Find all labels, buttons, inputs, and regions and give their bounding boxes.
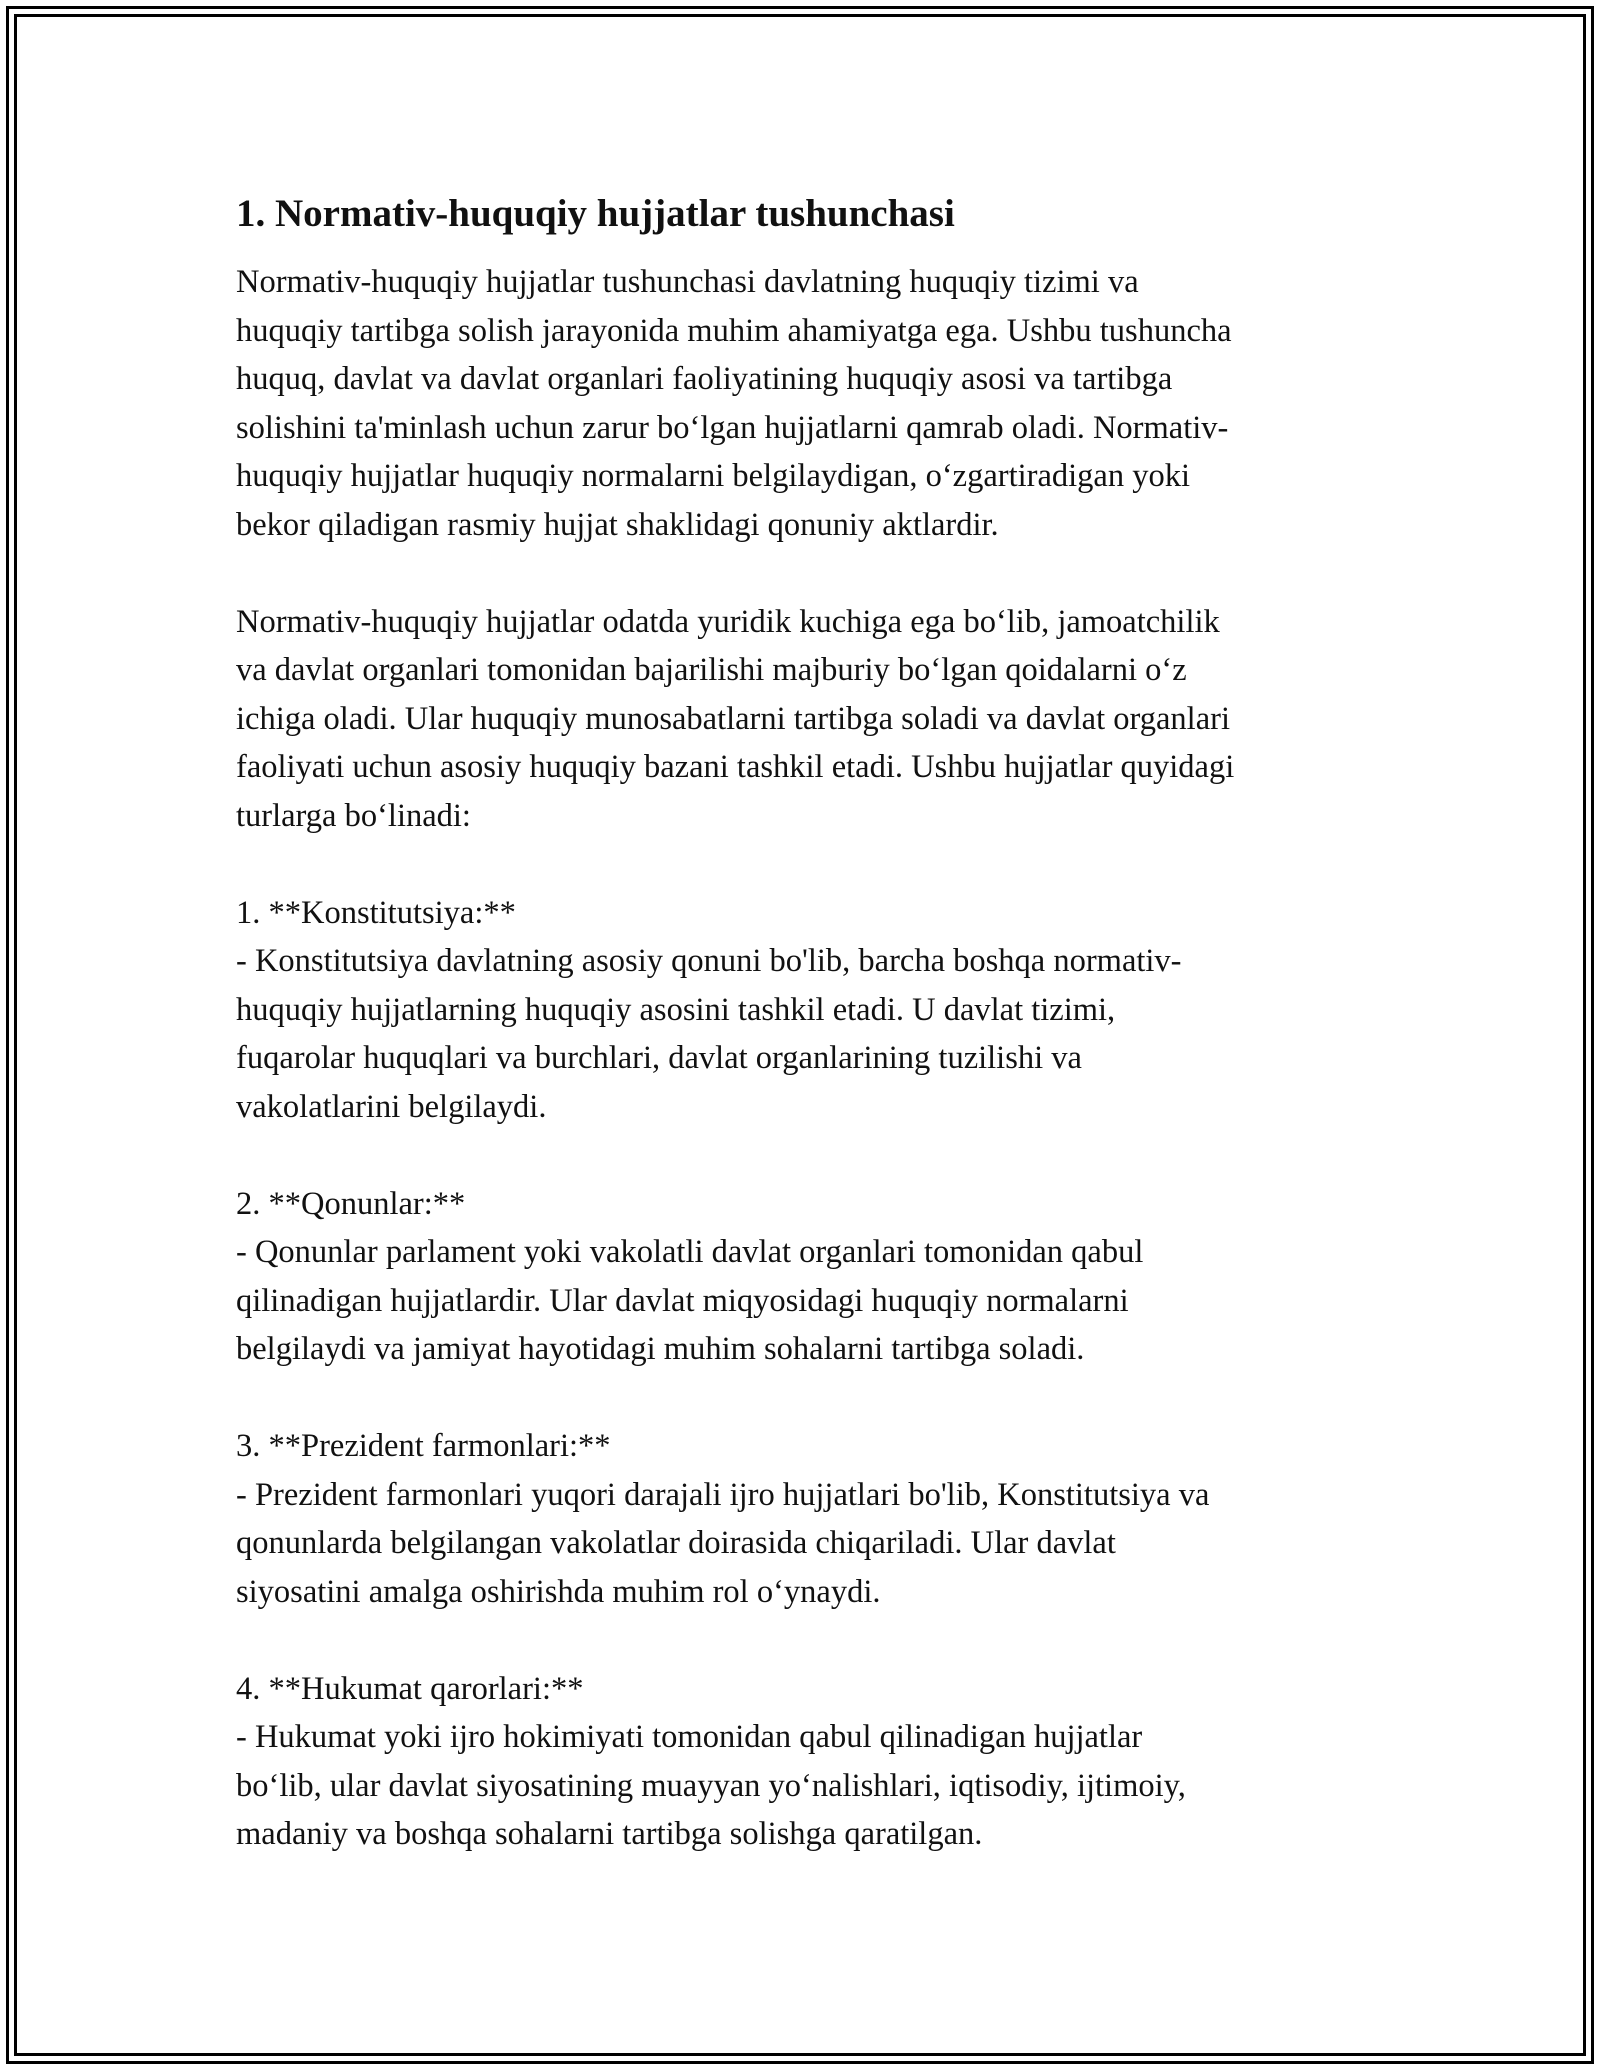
paragraph-gap [236,840,1376,889]
list-item-qonunlar: 2. **Qonunlar:** - Qonunlar parlament yoki vakolatli davlat organlari tomonidan qabul qilinadigan hujjatlardir. Ular davlat miqyosidagi huquqiy normalarni belgilaydi va jamiyat hayotidagi muhim sohalarni tartibga soladi. [236,1185,1144,1367]
paragraph-gap [236,549,1376,598]
paragraph-gap [236,1616,1376,1665]
section-title: 1. Normativ-huquqiy hujjatlar tushunchasi [236,192,955,235]
types-intro-paragraph: Normativ-huquqiy hujjatlar odatda yuridik kuchiga ega bo‘lib, jamoatchilik va davlat organlari tomonidan bajarilishi majburiy bo‘lgan qoidalarni o‘z ichiga oladi. Ular huquqiy munosabatlarni tartibga soladi va davlat organlari faoliyati uchun asosiy huquqiy bazani tashkil etadi. Ushbu hujjatlar quyidagi turlarga bo‘linadi: [236,603,1235,834]
list-item-prezident-farmonlari: 3. **Prezident farmonlari:** - Prezident farmonlari yuqori darajali ijro hujjatlari bo'lib, Konstitutsiya va qonunlarda belgilangan vakolatlar doirasida chiqariladi. Ular davlat siyosatini amalga oshirishda muhim rol o‘ynaydi. [236,1428,1210,1610]
paragraph-gap [236,1374,1376,1423]
list-item-konstitutsiya: 1. **Konstitutsiya:** - Konstitutsiya davlatning asosiy qonuni bo'lib, barcha boshqa normativ- huquqiy hujjatlarning huquqiy asosini tashkil etadi. U davlat tizimi, fuqarolar huquqlari va burchlari, davlat organlarining tuzilishi va vakolatlarini belgilaydi. [236,894,1182,1125]
list-item-hukumat-qarorlari: 4. **Hukumat qarorlari:** - Hukumat yoki ijro hokimiyati tomonidan qabul qilinadigan hujjatlar bo‘lib, ular davlat siyosatining muayyan yo‘nalishlari, iqtisodiy, ijtimoiy, madaniy va boshqa sohalarni tartibga solishga qaratilgan. [236,1670,1186,1852]
paragraph-gap [236,1131,1376,1180]
intro-paragraph: Normativ-huquqiy hujjatlar tushunchasi davlatning huquqiy tizimi va huquqiy tartibga solish jarayonida muhim ahamiyatga ega. Ushbu tushuncha huquq, davlat va davlat organlari faoliyatining huquqiy asosi va tartibga solishini ta'minlash uchun zarur bo‘lgan hujjatlarni qamrab oladi. Normativ- huquqiy hujjatlar huquqiy normalarni belgilaydigan, o‘zgartiradigan yoki bekor qiladigan rasmiy hujjat shaklidagi qonuniy aktlardir. [236,264,1232,543]
document-body [236,186,1376,1859]
